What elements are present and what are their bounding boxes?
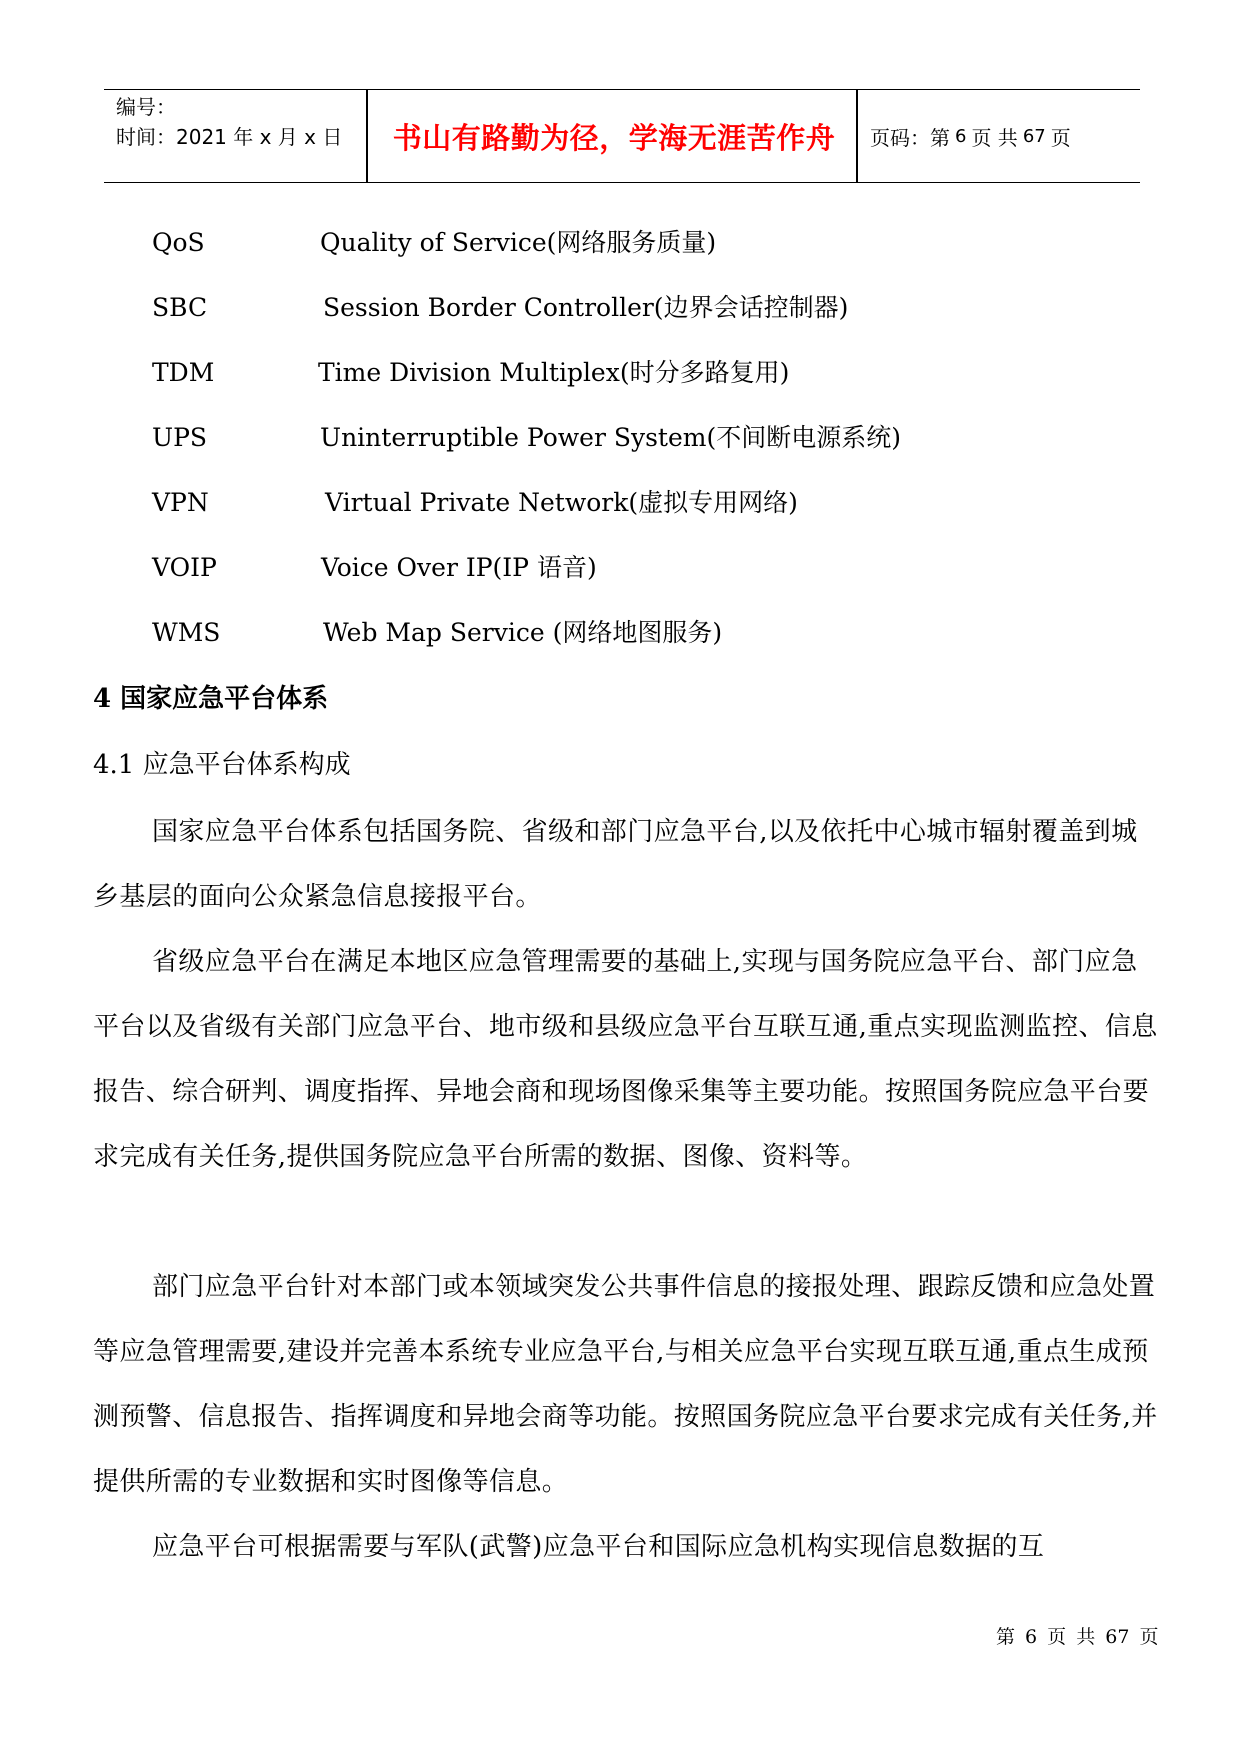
abbreviation-description: Virtual Private Network(虚拟专用网络) — [325, 488, 798, 517]
body-paragraph: 国家应急平台体系包括国务院、省级和部门应急平台,以及依托中心城市辐射覆盖到城乡基层的面向公众紧急信息接报平台。 — [93, 817, 1138, 912]
document-number-label: 编号： — [116, 95, 176, 119]
page-header — [104, 89, 1140, 183]
abbreviation-description: Quality of Service(网络服务质量) — [320, 228, 717, 257]
abbreviation-term: TDM — [152, 358, 215, 387]
header-page-total: 67 — [1022, 125, 1046, 147]
header-page-mid: 页 共 — [971, 125, 1018, 150]
page-footer: 第 6 页 共 67 页 — [996, 1626, 1159, 1648]
body-paragraph: 省级应急平台在满足本地区应急管理需要的基础上,实现与国务院应急平台、部门应急平台以及省级有关部门应急平台、地市级和县级应急平台互联互通,重点实现监测监控、信息报告、综合研判、调度指挥、异地会商和现场图像采集等主要功能。按照国务院应急平台要求完成有关任务,提供国务院应急平台所需的数据、图像、资料等。 — [93, 947, 1158, 1172]
abbreviation-description: Time Division Multiplex(时分多路复用) — [318, 358, 790, 387]
document-date: 时间：2021 年 x 月 x 日 — [116, 125, 343, 149]
abbreviation-term: SBC — [152, 293, 208, 322]
abbreviation-term: VPN — [152, 488, 209, 517]
body-paragraph: 部门应急平台针对本部门或本领域突发公共事件信息的接报处理、跟踪反馈和应急处置等应急管理需要,建设并完善本系统专业应急平台,与相关应急平台实现互联互通,重点生成预测预警、信息报告、指挥调度和异地会商等功能。按照国务院应急平台要求完成有关任务,并提供所需的专业数据和实时图像等信息。 — [93, 1272, 1158, 1497]
header-divider-left — [366, 90, 368, 182]
header-page-suffix: 页 — [1050, 125, 1071, 150]
abbreviation-description: Session Border Controller(边界会话控制器) — [323, 293, 849, 322]
abbreviation-description: Voice Over IP(IP 语音) — [321, 553, 597, 582]
abbreviation-term: UPS — [152, 423, 208, 452]
header-divider-right — [856, 90, 858, 182]
abbreviation-term: WMS — [152, 618, 221, 647]
abbreviation-description: Uninterruptible Power System(不间断电源系统) — [320, 423, 901, 452]
body-paragraph: 应急平台可根据需要与军队(武警)应急平台和国际应急机构实现信息数据的互 — [152, 1532, 1045, 1562]
abbreviation-term: QoS — [152, 228, 205, 257]
header-page-prefix: 页码：第 — [870, 125, 950, 150]
header-page-number — [870, 90, 1071, 182]
abbreviation-term: VOIP — [152, 553, 217, 582]
header-motto: 书山有路勤为径，学海无涯苦作舟 — [392, 120, 836, 155]
section-heading: 4 国家应急平台体系 — [93, 684, 329, 714]
abbreviation-description: Web Map Service (网络地图服务) — [323, 618, 723, 647]
subsection-heading: 4.1 应急平台体系构成 — [93, 750, 351, 780]
header-page-current: 6 — [955, 125, 967, 147]
header-meta — [116, 92, 366, 152]
